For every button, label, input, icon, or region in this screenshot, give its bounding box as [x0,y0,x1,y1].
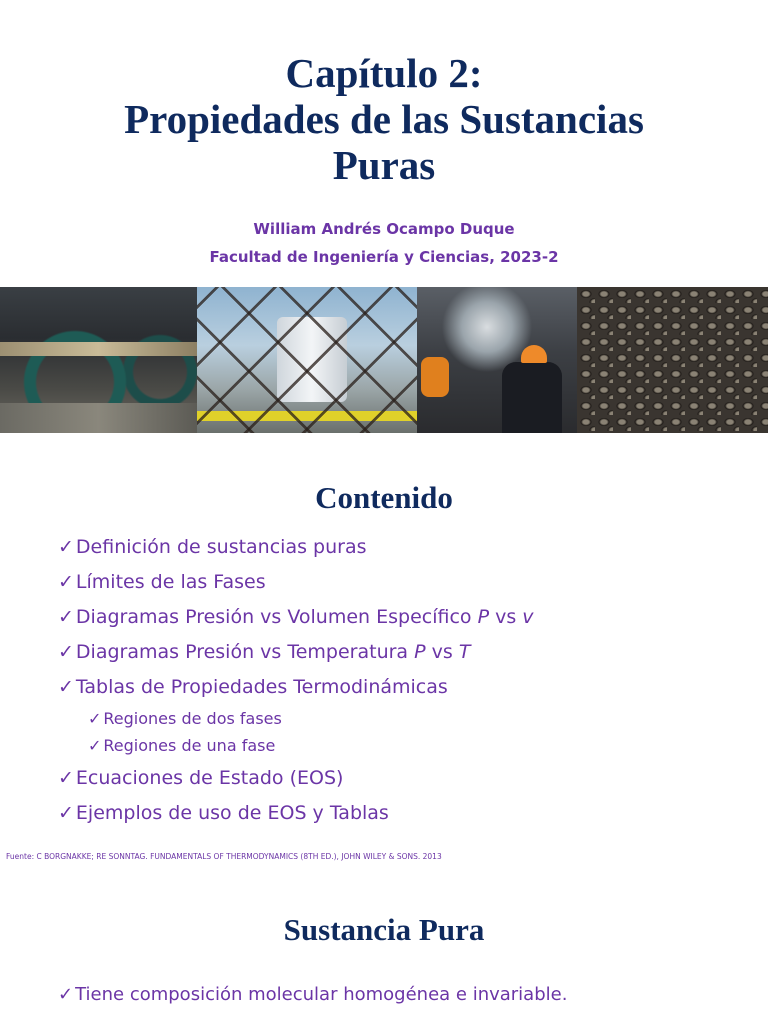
checkmark-icon: ✓ [58,984,74,1005]
list-item [58,600,534,635]
list-item-text: Diagramas Presión vs Volumen Específico [75,606,478,628]
fence-overlay [197,287,417,433]
list-item [58,796,534,831]
list-item-text: Tiene composición molecular homogénea e invariable. [75,984,568,1005]
contents-list [58,530,534,831]
checkmark-icon: ✓ [88,709,102,728]
title-line-1: Capítulo 2: [285,50,483,96]
variable-symbol: P [414,641,426,663]
list-item-text: Regiones de dos fases [103,709,282,728]
sub-list-item [58,705,534,732]
locomotive-photo [0,287,197,433]
list-item-text: Tablas de Propiedades Termodinámicas [75,676,448,698]
list-item-text: Ecuaciones de Estado (EOS) [75,767,344,789]
sub-list-item [58,732,534,759]
source-citation: Fuente: C BORGNAKKE; RE SONNTAG. FUNDAMENTALS OF THERMODYNAMICS (8TH ED.), JOHN WILEY & SONS. 2013 [6,852,442,861]
list-item-text: Regiones de una fase [103,736,276,755]
plant-through-fence-photo [197,287,417,433]
list-item-text: Diagramas Presión vs Temperatura [75,641,415,663]
variable-symbol: v [522,606,534,628]
checkmark-icon: ✓ [58,767,74,789]
list-item [58,761,534,796]
author-name: William Andrés Ocampo Duque [253,220,515,238]
checkmark-icon: ✓ [58,641,74,663]
worker-shape [421,357,449,397]
list-item-text: Límites de las Fases [75,571,266,593]
variable-symbol: T [458,641,471,663]
page-title [0,50,768,188]
helmet-shape [521,345,547,363]
variable-symbol: P [477,606,490,628]
list-item-text: Ejemplos de uso de EOS y Tablas [75,802,389,824]
honeycomb-mesh-photo [577,287,768,433]
checkmark-icon: ✓ [88,736,102,755]
list-item-text: Definición de sustancias puras [75,536,367,558]
separator-text: vs [489,606,523,628]
sustancia-pura-heading: Sustancia Pura [283,912,485,947]
photo-strip [0,287,768,433]
worker-shape [502,362,562,433]
checkmark-icon: ✓ [58,802,74,824]
sustancia-pura-list [58,980,567,1010]
affiliation: Facultad de Ingeniería y Ciencias, 2023-2 [209,248,559,266]
list-item [58,980,567,1010]
list-item [58,635,534,670]
list-item [58,670,534,705]
checkmark-icon: ✓ [58,536,74,558]
title-line-2: Propiedades de las Sustancias [124,96,644,142]
contenido-heading: Contenido [315,480,453,515]
checkmark-icon: ✓ [58,571,74,593]
checkmark-icon: ✓ [58,606,74,628]
list-item [58,530,534,565]
title-line-3: Puras [332,142,436,188]
turbine-workers-photo [417,287,577,433]
list-item [58,565,534,600]
checkmark-icon: ✓ [58,676,74,698]
separator-text: vs [425,641,459,663]
